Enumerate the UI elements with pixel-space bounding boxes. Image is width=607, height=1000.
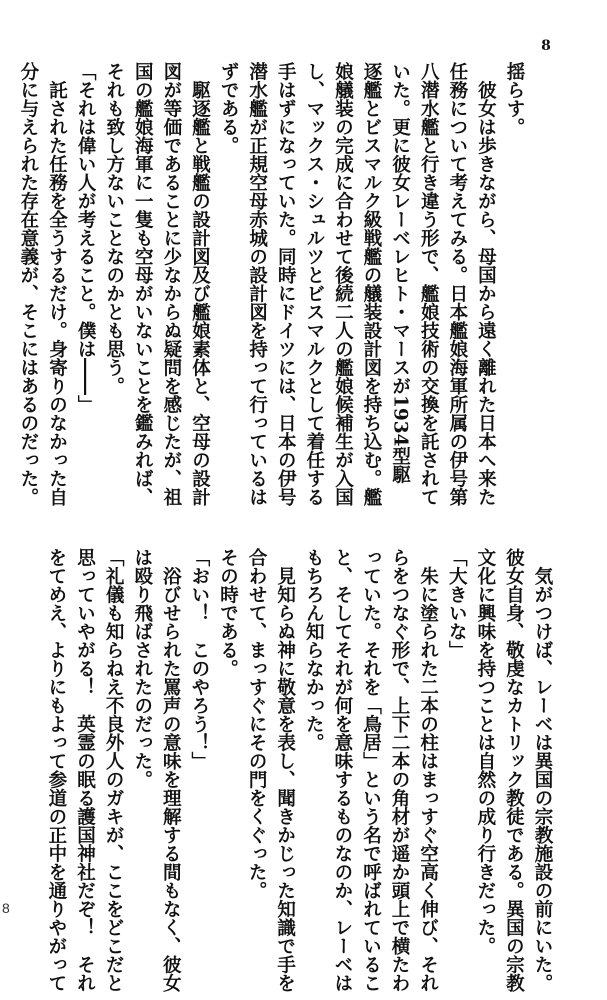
page-number: 8 (541, 38, 551, 54)
text-line: っていた。それを「鳥居」という名で呼ばれているこ (360, 548, 382, 992)
text-line: もちろん知らなかった。 (303, 548, 325, 752)
text-line: 朱に塗られた二本の柱はまっすぐ空高く伸び、それ (417, 548, 439, 992)
text-line: 文化に興味を持つことは自然の成り行きだった。 (474, 548, 496, 955)
text-line: 「おい！ このやろう！」 (188, 548, 210, 770)
text-line: 合わせて、まっすぐにその門をくぐった。 (246, 548, 268, 900)
text-line: 任務について考えてみる。日本艦娘海軍所属の伊号第 (446, 62, 468, 506)
text-line: 彼女は歩きながら、母国から遠く離れた日本へ来た (475, 62, 497, 506)
text-line: いた。更に彼女レーベレヒト・マースが1934型駆 (389, 62, 411, 484)
side-page-number: 8 (2, 900, 10, 916)
text-line: ずである。 (218, 62, 240, 155)
text-line: 揺らす。 (504, 62, 525, 136)
text-line: 八潜水艦と行き違う形で、艦娘技術の交換を託されて (418, 62, 440, 506)
text-line: らをつなぐ形で、上下二本の角材が遥か頭上で横たわ (389, 548, 411, 992)
text-line: 浴びせられた罵声の意味を理解する間もなく、彼女 (160, 548, 182, 992)
text-line: 逐艦とビスマルク級戦艦の艤装設計図を持ち込む。艦 (361, 62, 383, 506)
text-line: をてめえ、よりにもよって参道の正中を通りやがって (45, 548, 67, 992)
text-line: 託された任務を全うするだけ。身寄りのなかった自 (46, 62, 68, 506)
text-line: 思っていやがる！ 英霊の眠る護国神社だぞ！ それ (74, 548, 96, 992)
text-line: 「大きいな」 (446, 548, 468, 659)
text-line: 潜水艦が正規空母赤城の設計図を持って行っているは (246, 62, 268, 506)
text-line: 彼女自身、敬虔なカトリック教徒である。異国の宗教 (503, 548, 525, 992)
bottom-text-block (45, 548, 556, 992)
text-line: 駆逐艦と戦艦の設計図及び艦娘素体と、空母の設計 (189, 62, 211, 506)
text-line: 手はずになっていた。同時にドイツには、日本の伊号 (275, 62, 297, 506)
text-line: 「礼儀も知らねえ不良外人のガキが、ここをどこだと (103, 548, 125, 992)
text-line: は殴り飛ばされたのだった。 (131, 548, 153, 789)
text-line: 娘艤装の完成に合わせて後続二人の艦娘候補生が入国 (332, 62, 354, 506)
text-line: 国の艦娘海軍に一隻も空母がいないことを鑑みれば、 (132, 62, 154, 506)
text-line: その時である。 (217, 548, 239, 678)
text-line: 見知らぬ神に敬意を表し、聞きかじった知識で手を (274, 548, 296, 992)
text-line: 分に与えられた存在意義が、そこにはあるのだった。 (17, 62, 39, 506)
text-line: 図が等価であることに少なからぬ疑問を感じたが、祖 (160, 62, 182, 506)
text-line: し、マックス・シュルツとビスマルクとして着任する (303, 62, 325, 506)
top-text-block (17, 62, 528, 507)
text-line: 気がつけば、レーベは異国の宗教施設の前にいた。 (532, 548, 553, 992)
text-line: それも致し方ないことなのかとも思う。 (103, 62, 125, 395)
text-line: と、そしてそれが何を意味するものなのか、レーベは (331, 548, 353, 992)
text-line: 「それは偉い人が考えること。僕は――」 (75, 62, 97, 414)
